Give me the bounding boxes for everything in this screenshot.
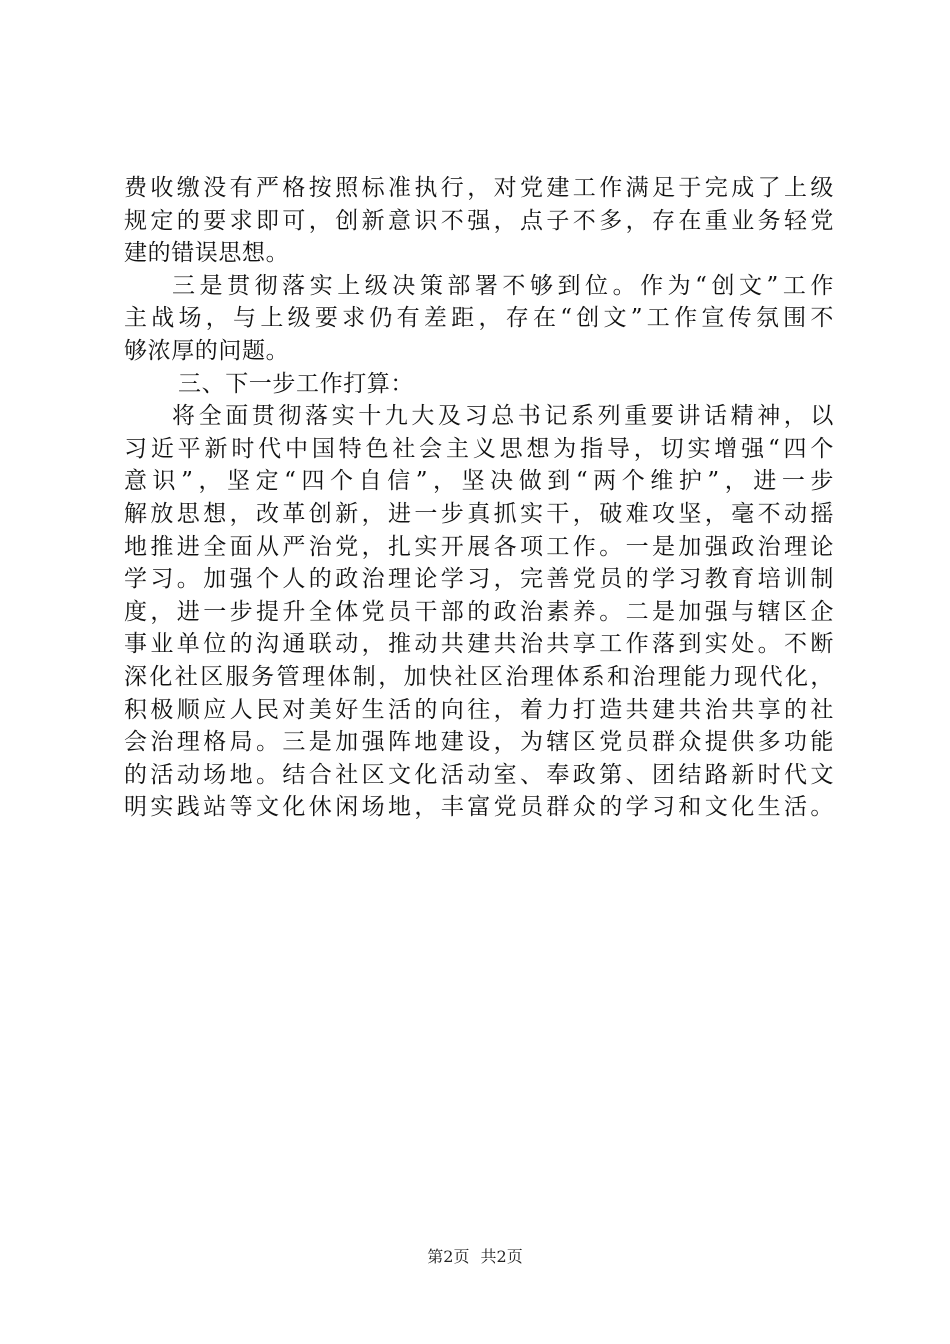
- text-line: 解放思想，改革创新，进一步真抓实干，破难攻坚，毫不动摇: [124, 500, 834, 527]
- text-line: 的活动场地。结合社区文化活动室、奉政第、团结路新时代文: [124, 761, 834, 788]
- text-line: 会治理格局。三是加强阵地建设，为辖区党员群众提供多功能: [124, 729, 834, 756]
- text-line: 积极顺应人民对美好生活的向往，着力打造共建共治共享的社: [124, 696, 834, 723]
- page-number: 第2页: [427, 1247, 470, 1266]
- text-line: 明实践站等文化休闲场地，丰富党员群众的学习和文化生活。: [124, 794, 834, 821]
- page-total: 共2页: [480, 1247, 523, 1266]
- text-line: 事业单位的沟通联动，推动共建共治共享工作落到实处。不断: [124, 631, 834, 658]
- text-line: 学习。加强个人的政治理论学习，完善党员的学习教育培训制: [124, 566, 834, 593]
- text-line: 将全面贯彻落实十九大及习总书记系列重要讲话精神，以: [172, 403, 834, 430]
- text-line: 建的错误思想。: [124, 240, 290, 267]
- document-body: [124, 172, 834, 824]
- text-line: 意识”，坚定“四个自信”，坚决做到“两个维护”，进一步: [124, 468, 834, 495]
- text-line: 习近平新时代中国特色社会主义思想为指导，切实增强“四个: [124, 435, 834, 462]
- text-line: 深化社区服务管理体制，加快社区治理体系和治理能力现代化，: [124, 663, 834, 690]
- section-heading: 三、下一步工作打算：: [178, 370, 414, 397]
- text-line: 主战场，与上级要求仍有差距，存在“创文”工作宣传氛围不: [124, 305, 834, 332]
- text-line: 费收缴没有严格按照标准执行，对党建工作满足于完成了上级: [124, 175, 834, 201]
- text-line: 地推进全面从严治党，扎实开展各项工作。一是加强政治理论: [124, 533, 834, 560]
- text-line: 三是贯彻落实上级决策部署不够到位。作为“创文”工作: [172, 272, 834, 299]
- text-line: 够浓厚的问题。: [124, 337, 290, 364]
- text-line: 度，进一步提升全体党员干部的政治素养。二是加强与辖区企: [124, 598, 834, 625]
- page-footer: [0, 1244, 950, 1267]
- text-line: 规定的要求即可，创新意识不强，点子不多，存在重业务轻党: [124, 207, 834, 234]
